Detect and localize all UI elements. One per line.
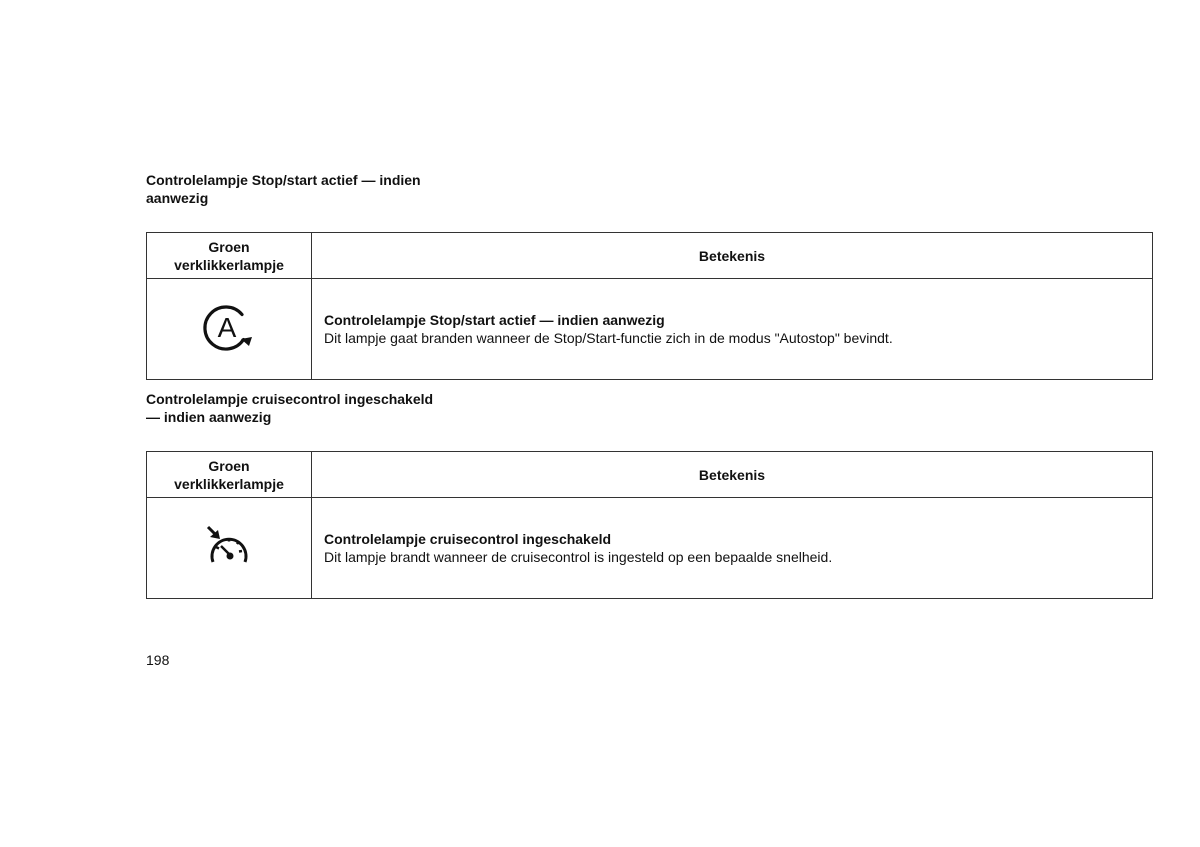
- header-line: verklikkerlampje: [174, 256, 284, 273]
- table-header-row: [147, 452, 1153, 498]
- heading-line: Controlelampje cruisecontrol ingeschakeld: [146, 391, 434, 407]
- autostop-a-arrow-icon: [196, 299, 262, 359]
- header-line: Groen: [208, 457, 250, 474]
- header-line: verklikkerlampje: [174, 475, 284, 492]
- icon-cell: [147, 498, 312, 599]
- description-title: Controlelampje cruisecontrol ingeschakeld: [324, 531, 612, 547]
- header-meaning-column: Betekenis: [312, 452, 1153, 498]
- lamp-table-cruise-control: [146, 451, 1153, 599]
- description-cell: [312, 279, 1153, 380]
- header-lamp-column: [147, 233, 312, 279]
- header-meaning-column: Betekenis: [312, 233, 1153, 279]
- lamp-table-stop-start: [146, 232, 1153, 380]
- cruise-control-speedometer-icon: [199, 520, 259, 576]
- heading-line: aanwezig: [146, 190, 209, 206]
- icon-cell: [147, 279, 312, 380]
- svg-text:A: A: [217, 312, 237, 343]
- heading-line: Controlelampje Stop/start actief — indien: [146, 172, 421, 188]
- heading-line: — indien aanwezig: [146, 409, 272, 425]
- header-lamp-column: [147, 452, 312, 498]
- description-cell: [312, 498, 1153, 599]
- description-text: Dit lampje gaat branden wanneer de Stop/Start-functie zich in de modus "Autostop" bevindt.: [324, 330, 893, 346]
- description-title: Controlelampje Stop/start actief — indien aanwezig: [324, 312, 665, 328]
- description-text: Dit lampje brandt wanneer de cruisecontrol is ingesteld op een bepaalde snelheid.: [324, 549, 833, 565]
- table-row: [147, 279, 1153, 380]
- header-line: Groen: [208, 238, 250, 255]
- table-header-row: [147, 233, 1153, 279]
- page-number: 198: [146, 652, 170, 668]
- section-heading-cruise-control: [146, 390, 433, 426]
- section-heading-stop-start: [146, 171, 421, 207]
- table-row: [147, 498, 1153, 599]
